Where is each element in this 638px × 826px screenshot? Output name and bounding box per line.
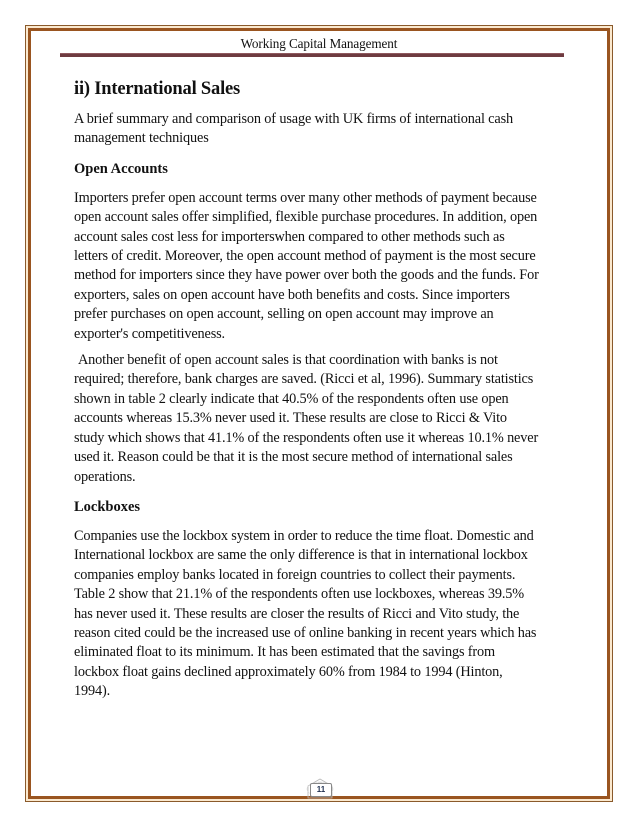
header-rule	[60, 53, 564, 57]
text-line: required; therefore, bank charges are saved. (Ricci et al, 1996). Summary statistics	[74, 371, 534, 388]
text-line: eliminated float to its minimum. It has been estimated that the savings from	[74, 644, 495, 661]
text-line: prefer purchases on open account, selling on open account may improve an	[74, 306, 494, 323]
lockboxes-heading: Lockboxes	[74, 498, 141, 515]
text-line: exporters, sales on open account have both benefits and costs. Since importers	[74, 286, 510, 303]
text-line: companies employ banks located in foreign countries to collect their payments.	[74, 566, 516, 583]
text-line: letters of credit. Moreover, the open account method of payment is the most secure	[74, 248, 536, 265]
text-line: account sales cost less for importerswhen compared to other methods such as	[74, 228, 505, 245]
text-line: A brief summary and comparison of usage with UK firms of international cash	[74, 111, 513, 127]
lockboxes-paragraph	[74, 527, 544, 702]
text-line: method for importers since they have power over both the goods and the funds. For	[74, 267, 539, 284]
text-line: Importers prefer open account terms over many other methods of payment because	[74, 189, 537, 206]
text-line: has never used it. These results are closer the results of Ricci and Vito study, the	[74, 605, 520, 622]
text-line: Companies use the lockbox system in order to reduce the time float. Domestic and	[74, 527, 534, 544]
page-number: 11	[310, 783, 332, 797]
open-accounts-heading: Open Accounts	[74, 160, 168, 177]
running-header: Working Capital Management	[240, 36, 398, 51]
text-line: management techniques	[74, 130, 209, 147]
text-line: Another benefit of open account sales is that coordination with banks is not	[78, 352, 498, 369]
text-line: reason cited could be the increased use of online banking in recent years which has	[74, 624, 537, 641]
section-heading: ii) International Sales	[74, 79, 241, 99]
text-line: shown in table 2 clearly indicate that 40.5% of the respondents often use open	[74, 390, 509, 407]
text-line: open account sales offer simplified, flexible purchase procedures. In addition, open	[74, 209, 538, 226]
page-number-badge	[304, 778, 336, 800]
text-line: Table 2 show that 21.1% of the respondents often use lockboxes, whereas 39.5%	[74, 586, 524, 603]
text-line: 1994).	[74, 683, 111, 700]
text-line: operations.	[74, 468, 136, 485]
text-line: exporter's competitiveness.	[74, 325, 225, 342]
intro-paragraph	[74, 110, 544, 149]
text-line: lockbox float gains declined approximately 60% from 1984 to 1994 (Hinton,	[74, 663, 503, 680]
text-line: used it. Reason could be that it is the most secure method of international sales	[74, 449, 513, 466]
open-accounts-paragraph-1	[74, 189, 544, 344]
open-accounts-paragraph-2	[74, 351, 544, 487]
text-line: accounts whereas 15.3% never used it. These results are close to Ricci & Vito	[74, 410, 507, 427]
text-line: study which shows that 41.1% of the respondents often use it whereas 10.1% never	[74, 429, 539, 446]
text-line: International lockbox are same the only difference is that in international lockbox	[74, 547, 528, 564]
page-content	[74, 64, 544, 702]
